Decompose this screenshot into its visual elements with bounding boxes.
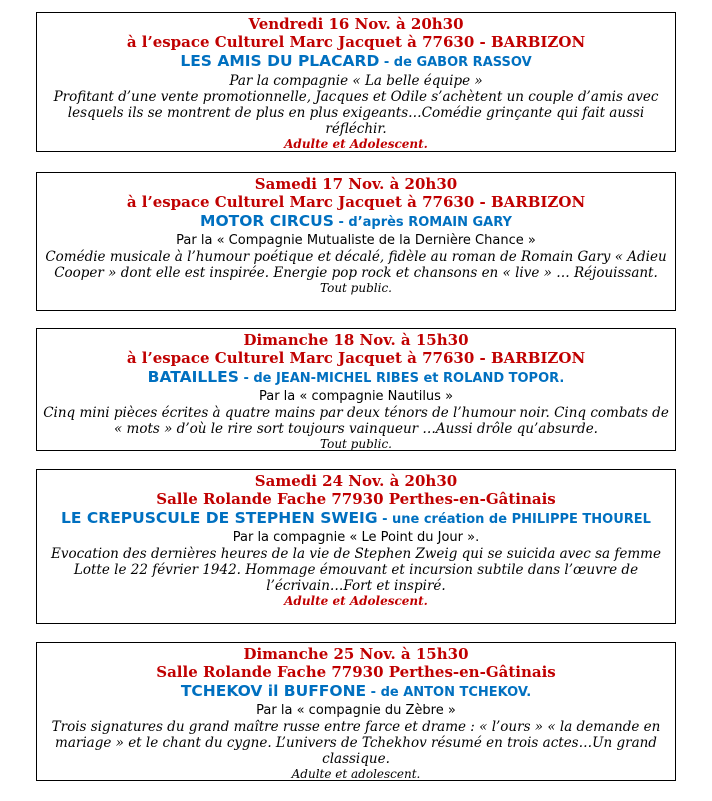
event-title: BATAILLES — [147, 368, 239, 386]
event-description: Evocation des dernières heures de la vie de Stephen Zweig qui se suicida avec sa femme Lotte le 22 février 1942. Hommage émouvant et incursion subtile dans l’œuvre de l’écrivain…Fort et inspiré. — [51, 546, 661, 594]
event-company: Par la compagnie « Le Point du Jour ». — [232, 530, 480, 545]
event-audience: Tout public. — [320, 437, 392, 451]
event-venue: Salle Rolande Fache 77930 Perthes-en-Gâtinais — [156, 490, 556, 508]
event-company: Par la « compagnie Nautilus » — [258, 389, 454, 404]
event-title-line — [37, 508, 675, 530]
event-audience: Adulte et adolescent. — [291, 767, 421, 781]
event-title: MOTOR CIRCUS — [200, 212, 334, 230]
event-title: LES AMIS DU PLACARD — [180, 52, 380, 70]
event-venue: à l’espace Culturel Marc Jacquet à 77630 - BARBIZON — [126, 349, 586, 367]
event-description: Cinq mini pièces écrites à quatre mains par deux ténors de l’humour noir. Cinq combats de « mots » d’où le rire sort toujours vainqueur …Aussi drôle qu’absurde. — [43, 405, 669, 437]
event-card — [36, 642, 676, 781]
event-company: Par la « Compagnie Mutualiste de la Dernière Chance » — [176, 233, 536, 248]
event-description: Profitant d’une vente promotionnelle, Jacques et Odile s’achètent un couple d’amis avec lesquels ils se montrent de plus en plus exigeants…Comédie grinçante qui fait aussi réfléchir. — [53, 89, 659, 137]
event-author: - de ANTON TCHEKOV. — [366, 685, 532, 700]
event-author: - d’après ROMAIN GARY — [333, 215, 512, 230]
event-description: Comédie musicale à l’humour poétique et décalé, fidèle au roman de Romain Gary « Adieu Cooper » dont elle est inspirée. Energie pop rock et chansons en « live » … Réjouissant. — [45, 249, 667, 281]
event-title-line — [37, 51, 675, 73]
event-title-line — [37, 211, 675, 233]
event-author: - une création de PHILIPPE THOUREL — [377, 512, 651, 527]
event-audience: Adulte et Adolescent. — [284, 594, 428, 608]
event-audience: Adulte et Adolescent. — [284, 137, 428, 151]
event-title-line — [37, 681, 675, 703]
event-author: - de GABOR RASSOV — [379, 55, 532, 70]
event-card — [36, 12, 676, 152]
event-venue: Salle Rolande Fache 77930 Perthes-en-Gâtinais — [156, 663, 556, 681]
event-title: LE CREPUSCULE DE STEPHEN SWEIG — [61, 509, 378, 527]
event-title: TCHEKOV il BUFFONE — [180, 682, 367, 700]
event-date: Dimanche 25 Nov. à 15h30 — [243, 645, 469, 663]
event-description: Trois signatures du grand maître russe entre farce et drame : « l’ours » « la demande en mariage » et le chant du cygne. L’univers de Tchekhov résumé en trois actes…Un grand classique. — [51, 719, 661, 767]
event-date: Samedi 17 Nov. à 20h30 — [254, 175, 458, 193]
event-date: Vendredi 16 Nov. à 20h30 — [248, 15, 464, 33]
event-company: Par la compagnie « La belle équipe » — [229, 73, 483, 89]
event-date: Dimanche 18 Nov. à 15h30 — [243, 331, 469, 349]
event-date: Samedi 24 Nov. à 20h30 — [254, 472, 458, 490]
event-company: Par la « compagnie du Zèbre » — [256, 703, 456, 718]
event-title-line — [37, 367, 675, 389]
event-audience: Tout public. — [320, 281, 392, 295]
event-venue: à l’espace Culturel Marc Jacquet à 77630 - BARBIZON — [126, 33, 586, 51]
event-card — [36, 328, 676, 451]
event-card — [36, 172, 676, 311]
event-author: - de JEAN-MICHEL RIBES et ROLAND TOPOR. — [238, 371, 565, 386]
event-venue: à l’espace Culturel Marc Jacquet à 77630 - BARBIZON — [126, 193, 586, 211]
event-card — [36, 469, 676, 624]
